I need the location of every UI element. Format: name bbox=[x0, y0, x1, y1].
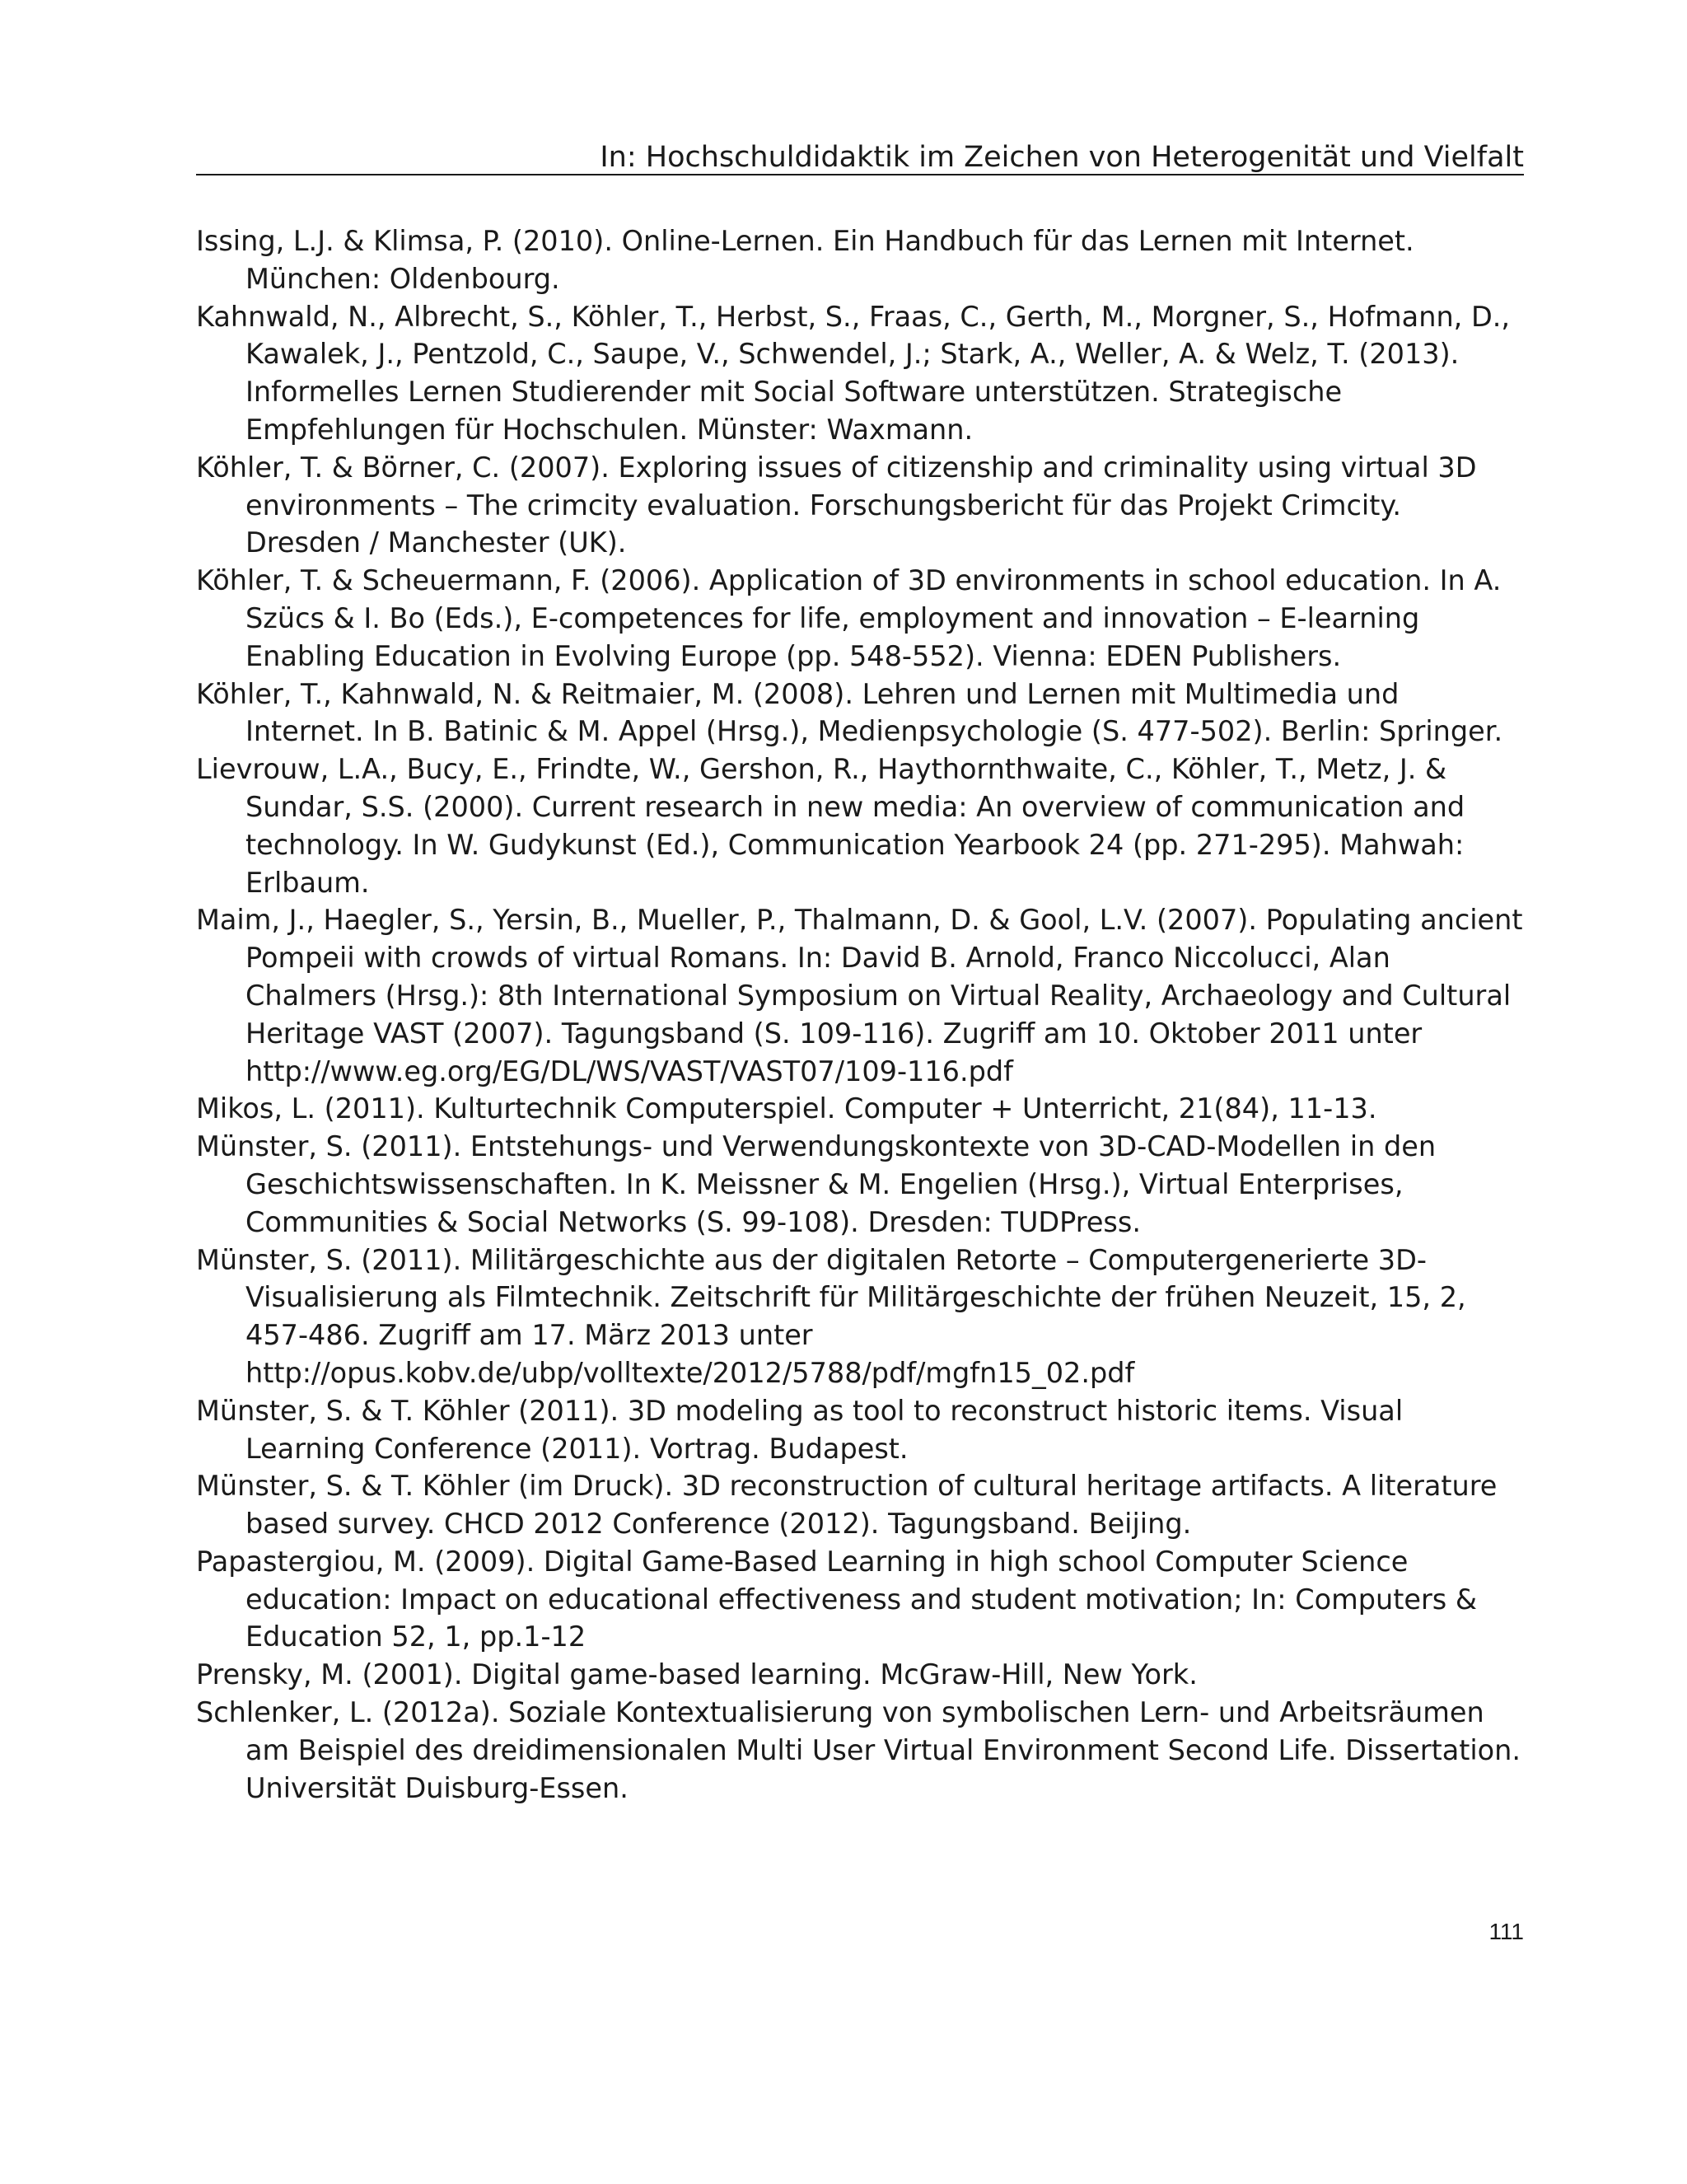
reference-entry: Schlenker, L. (2012a). Soziale Kontextualisierung von symbolischen Lern- und Arbeitsräumen am Beispiel des dreidimensionalen Multi User Virtual Environment Second Life. Dissertation. Universität Duisburg-Essen. bbox=[196, 1696, 1521, 1804]
reference-entry: Prensky, M. (2001). Digital game-based learning. McGraw-Hill, New York. bbox=[196, 1658, 1198, 1691]
reference-entry: Köhler, T. & Börner, C. (2007). Exploring issues of citizenship and criminality using virtual 3D environments – The crimcity evaluation. Forschungsbericht für das Projekt Crimcity. Dresden / Manchester (UK). bbox=[196, 451, 1477, 559]
reference-entry: Köhler, T. & Scheuermann, F. (2006). Application of 3D environments in school education. In A. Szücs & I. Bo (Eds.), E-competences for life, employment and innovation – E-learning Enabling Education in Evolving Europe (pp. 548-552). Vienna: EDEN Publishers. bbox=[196, 564, 1502, 672]
reference-list bbox=[196, 222, 1524, 1807]
running-header: In: Hochschuldidaktik im Zeichen von Heterogenität und Vielfalt bbox=[600, 141, 1524, 174]
reference-entry: Münster, S. (2011). Militärgeschichte aus der digitalen Retorte – Computergenerierte 3D-Visualisierung als Filmtechnik. Zeitschrift für Militärgeschichte der frühen Neuzeit, 15, 2, 457-486. Zugriff am 17. März 2013 unter http://opus.kobv.de/ubp/volltexte/2012/5788/pdf/mgfn15_02.pdf bbox=[196, 1243, 1466, 1389]
reference-entry: Münster, S. (2011). Entstehungs- und Verwendungskontexte von 3D-CAD-Modellen in den Geschichtswissenschaften. In K. Meissner & M. Engelien (Hrsg.), Virtual Enterprises, Communities & Social Networks (S. 99-108). Dresden: TUDPress. bbox=[196, 1130, 1437, 1238]
reference-entry: Papastergiou, M. (2009). Digital Game-Based Learning in high school Computer Science education: Impact on educational effectiveness and student motivation; In: Computers & Education 52, 1, pp.1-12 bbox=[196, 1545, 1477, 1653]
reference-entry: Maim, J., Haegler, S., Yersin, B., Mueller, P., Thalmann, D. & Gool, L.V. (2007). Populating ancient Pompeii with crowds of virtual Romans. In: David B. Arnold, Franco Niccolucci, Alan Chalmers (Hrsg.): 8th International Symposium on Virtual Reality, Archaeology and Cultural Heritage VAST (2007). Tagungsband (S. 109-116). Zugriff am 10. Oktober 2011 unter http://www.eg.org/EG/DL/WS/VAST/VAST07/109-116.pdf bbox=[196, 904, 1523, 1087]
reference-entry: Münster, S. & T. Köhler (2011). 3D modeling as tool to reconstruct historic items. Visual Learning Conference (2011). Vortrag. Budapest. bbox=[196, 1394, 1404, 1465]
header-rule bbox=[196, 174, 1524, 175]
reference-entry: Issing, L.J. & Klimsa, P. (2010). Online-Lernen. Ein Handbuch für das Lernen mit Internet. München: Oldenbourg. bbox=[196, 225, 1414, 295]
reference-entry: Lievrouw, L.A., Bucy, E., Frindte, W., Gershon, R., Haythornthwaite, C., Köhler, T., Metz, J. & Sundar, S.S. (2000). Current research in new media: An overview of communication and technology. In W. Gudykunst (Ed.), Communication Yearbook 24 (pp. 271-295). Mahwah: Erlbaum. bbox=[196, 753, 1465, 899]
reference-entry: Münster, S. & T. Köhler (im Druck). 3D reconstruction of cultural heritage artifacts. A literature based survey. CHCD 2012 Conference (2012). Tagungsband. Beijing. bbox=[196, 1470, 1498, 1541]
reference-entry: Mikos, L. (2011). Kulturtechnik Computerspiel. Computer + Unterricht, 21(84), 11-13. bbox=[196, 1092, 1377, 1125]
page-number: 111 bbox=[1488, 1919, 1524, 1944]
reference-entry: Köhler, T., Kahnwald, N. & Reitmaier, M. (2008). Lehren und Lernen mit Multimedia und Internet. In B. Batinic & M. Appel (Hrsg.), Medienpsychologie (S. 477-502). Berlin: Springer. bbox=[196, 677, 1503, 748]
reference-entry: Kahnwald, N., Albrecht, S., Köhler, T., Herbst, S., Fraas, C., Gerth, M., Morgner, S., Hofmann, D., Kawalek, J., Pentzold, C., Saupe, V., Schwendel, J.; Stark, A., Weller, A. & Welz, T. (2013). Informelles Lernen Studierender mit Social Software unterstützen. Strategische Empfehlungen für Hochschulen. Münster: Waxmann. bbox=[196, 300, 1511, 446]
